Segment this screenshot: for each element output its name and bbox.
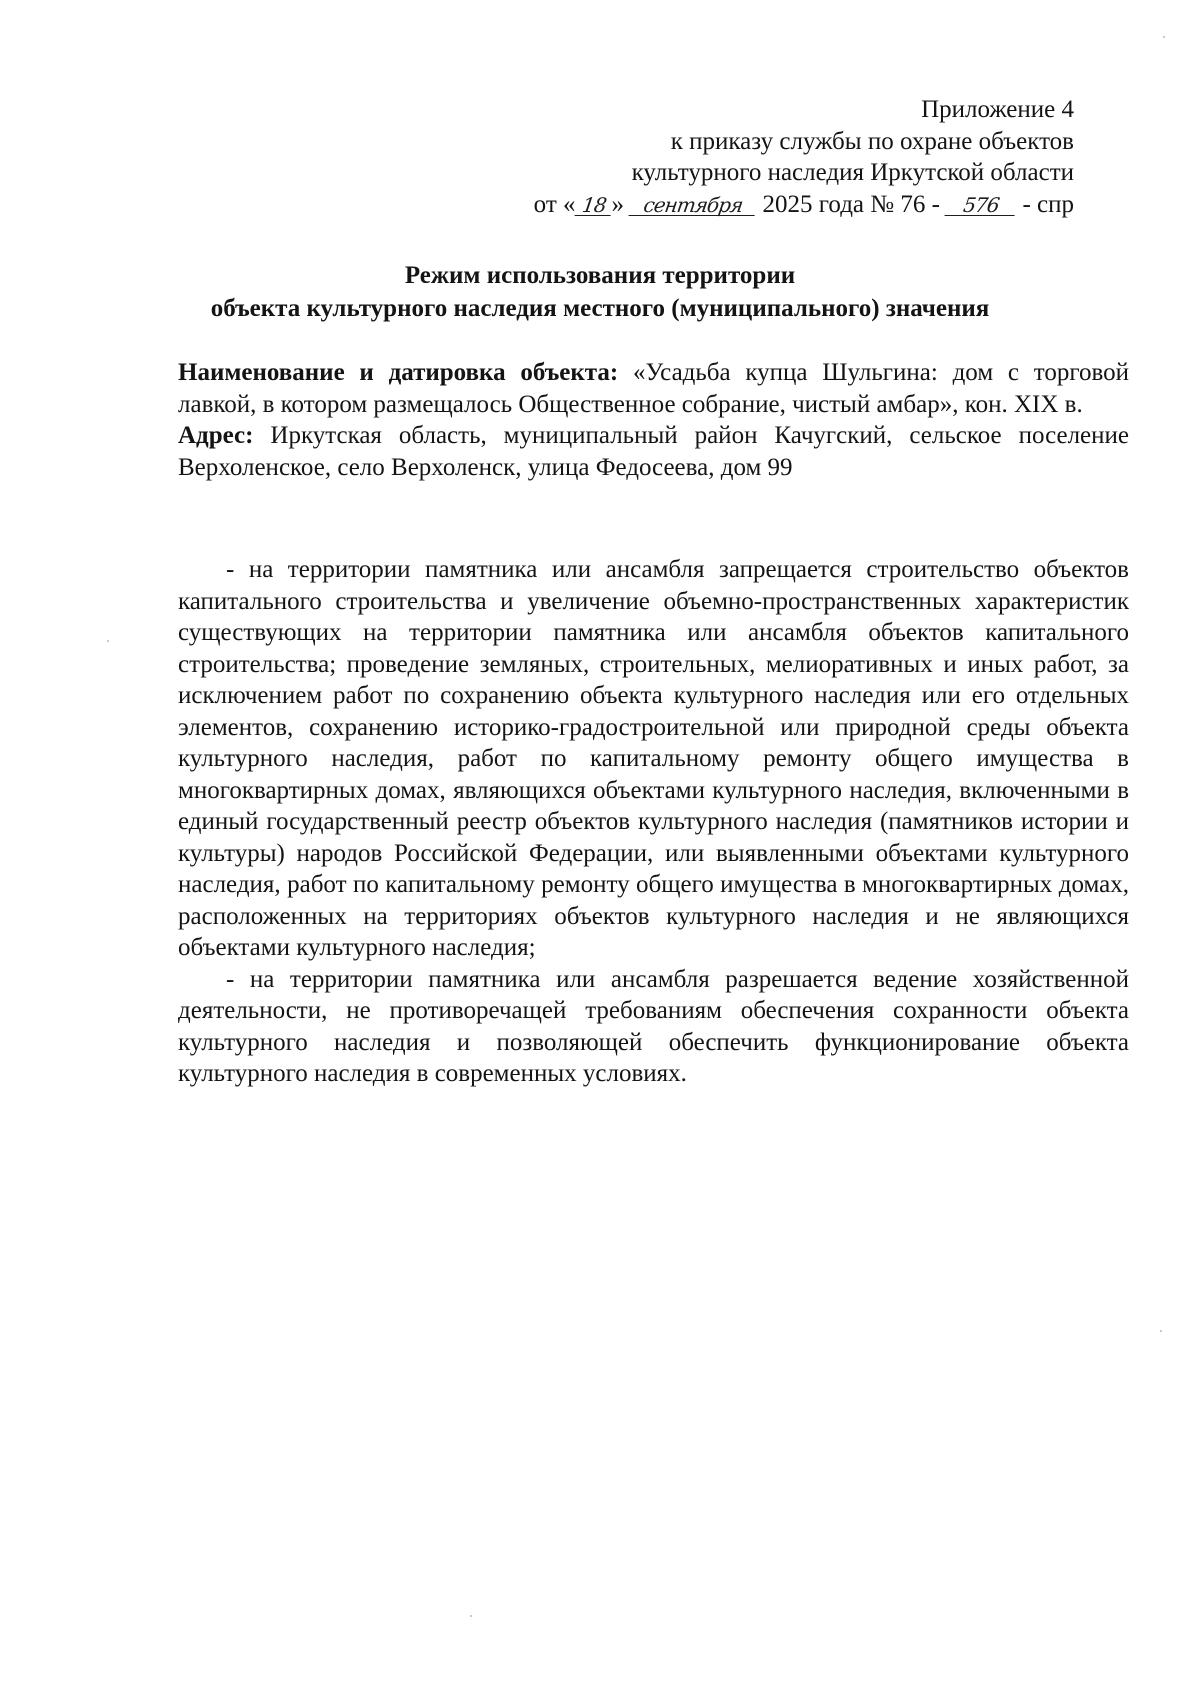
scan-speck [107, 640, 109, 642]
order-day-close: » [611, 190, 625, 218]
object-info [178, 357, 1129, 483]
title-line-2: объекта культурного наследия местного (муниципального) значения [210, 295, 990, 322]
scan-speck [470, 1615, 472, 1617]
order-prefix: от « [533, 190, 576, 218]
scan-speck [1160, 1330, 1162, 1332]
appendix-authority-line: культурного наследия Иркутской области [631, 159, 1074, 186]
rule-permissions: - на территории памятника или ансамбля разрешается ведение хозяйственной деятельности, не противоречащей требованиям обеспечения сохранности объекта культурного наследия и позволяющей обеспечить функционирование объекта культурного наследия в современных условиях. [178, 965, 1129, 1087]
appendix-number: Приложение 4 [921, 96, 1074, 123]
address-paragraph [178, 420, 1129, 483]
appendix-header [534, 94, 1074, 220]
object-name-label: Наименование и датировка объекта: [178, 359, 619, 386]
scan-speck [1163, 36, 1165, 38]
handwritten-day: 18 [574, 195, 613, 216]
appendix-order-line: к приказу службы по охране объектов [670, 127, 1074, 155]
rule-prohibitions: - на территории памятника или ансамбля запрещается строительство объектов капитального строительства и увеличение объемно-пространственных характеристик существующих на территории памятника или ансамбля объектов капитального строительства; проведение земляных, строительных, мелиоративных и иных работ, за исключением работ по сохранению объекта культурного наследия или его отдельных элементов, сохранению историко-градостроительной или природной среды объекта культурного наследия, работ по капитальному ремонту общего имущества в многоквартирных домах, являющихся объектами культурного наследия, включенными в единый государственный реестр объектов культурного наследия (памятников истории и культуры) народов Российской Федерации, или выявленными объектами культурного наследия, работ по капитальному ремонту общего имущества в многоквартирных домах, расположенных на территориях объектов культурного наследия и не являющихся объектами культурного наследия; [178, 556, 1129, 961]
handwritten-month: сентября [629, 195, 758, 216]
handwritten-order-number: 576 [945, 195, 1018, 216]
object-name-value: «Усадьба купца Шульгина: дом с торговой лавкой, в котором размещалось Общественное собрание, чистый амбар», кон. XIX в. [178, 359, 1129, 418]
title-line-1: Режим использования территории [404, 262, 796, 289]
order-year-text: 2025 года № 76 - [762, 190, 940, 218]
order-suffix: - спр [1022, 190, 1074, 218]
document-title [0, 259, 1200, 325]
address-value: Иркутская область, муниципальный район Качугский, сельское поселение Верхоленское, село Верхоленск, улица Федосеева, дом 99 [178, 422, 1129, 481]
order-date-line [534, 189, 1074, 221]
usage-rules [178, 554, 1129, 1090]
object-name-paragraph [178, 357, 1129, 420]
address-label: Адрес: [178, 422, 254, 449]
